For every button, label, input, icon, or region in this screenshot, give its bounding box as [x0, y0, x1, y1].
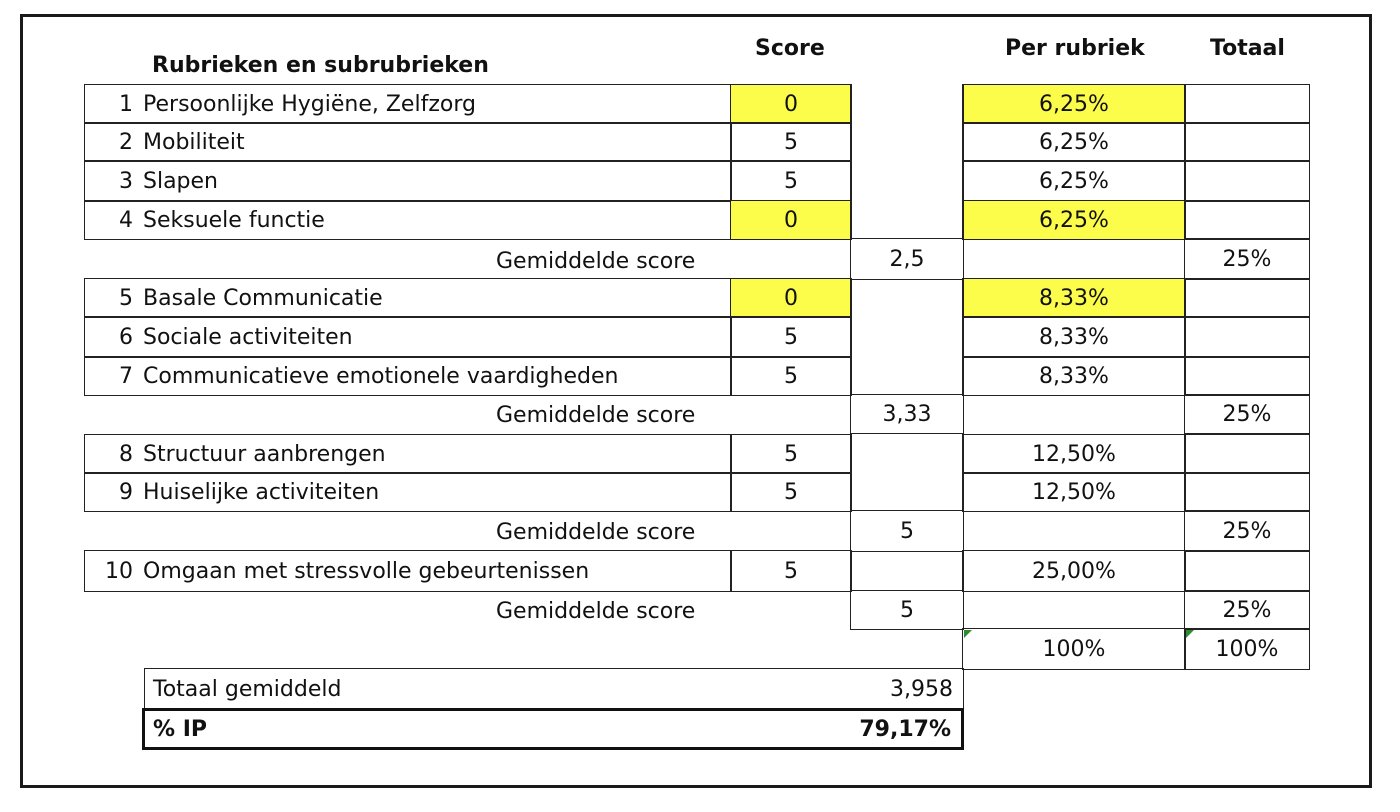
item-label: Communicatieve emotionele vaardigheden — [143, 363, 619, 389]
item-label: Persoonlijke Hygiëne, Zelfzorg — [143, 91, 476, 117]
item-row-label — [84, 316, 732, 358]
average-label: Gemiddelde score — [496, 599, 696, 624]
item-per-rubriek-cell[interactable]: 8,33% — [962, 316, 1186, 358]
item-number: 3 — [119, 168, 133, 194]
item-totaal-cell[interactable] — [1184, 278, 1310, 318]
item-per-rubriek-cell[interactable]: 25,00% — [962, 550, 1186, 592]
item-number: 8 — [119, 441, 133, 467]
score-column-divider — [850, 278, 852, 396]
item-score-cell[interactable]: 0 — [730, 200, 852, 240]
item-label: Omgaan met stressvolle gebeurtenissen — [143, 558, 590, 584]
comment-marker-icon — [1186, 630, 1194, 638]
item-label: Huiselijke activiteiten — [143, 479, 380, 505]
item-number: 6 — [119, 324, 133, 350]
item-totaal-cell[interactable] — [1184, 160, 1310, 202]
header-score: Score — [755, 36, 825, 61]
score-column-divider — [850, 84, 852, 240]
item-row-label — [84, 278, 732, 318]
totaal-gemiddeld-value: 3,958 — [890, 676, 953, 702]
average-value-cell[interactable]: 2,5 — [850, 238, 964, 280]
item-totaal-cell[interactable] — [1184, 84, 1310, 124]
item-score-cell[interactable]: 5 — [730, 356, 852, 396]
item-score-cell[interactable]: 5 — [730, 316, 852, 358]
average-label: Gemiddelde score — [496, 520, 696, 545]
item-totaal-cell[interactable] — [1184, 472, 1310, 512]
score-column-divider — [850, 550, 852, 592]
item-per-rubriek-cell[interactable]: 6,25% — [962, 84, 1186, 124]
score-column-divider — [962, 434, 964, 512]
average-total-cell[interactable]: 25% — [1184, 590, 1310, 630]
item-row-label — [84, 84, 732, 124]
item-score-cell[interactable]: 5 — [730, 160, 852, 202]
item-number: 7 — [119, 363, 133, 389]
item-totaal-cell[interactable] — [1184, 550, 1310, 592]
item-row-label — [84, 550, 732, 592]
item-per-rubriek-cell[interactable]: 8,33% — [962, 278, 1186, 318]
item-number: 5 — [119, 285, 133, 311]
item-score-cell[interactable]: 5 — [730, 122, 852, 162]
item-per-rubriek-cell[interactable]: 6,25% — [962, 160, 1186, 202]
average-total-cell[interactable]: 25% — [1184, 394, 1310, 434]
item-totaal-cell[interactable] — [1184, 434, 1310, 474]
score-column-divider — [962, 84, 964, 240]
average-label: Gemiddelde score — [496, 403, 696, 428]
item-score-cell[interactable]: 0 — [730, 84, 852, 124]
item-totaal-cell[interactable] — [1184, 122, 1310, 162]
item-label: Structuur aanbrengen — [143, 441, 386, 467]
item-label: Seksuele functie — [143, 207, 325, 233]
average-value-cell[interactable]: 3,33 — [850, 394, 964, 434]
header-totaal: Totaal — [1210, 36, 1285, 61]
totaal-gemiddeld-row — [144, 668, 964, 710]
score-column-divider — [962, 550, 964, 592]
item-row-label — [84, 434, 732, 474]
item-totaal-cell[interactable] — [1184, 316, 1310, 358]
item-score-cell[interactable]: 5 — [730, 472, 852, 512]
score-column-divider — [962, 278, 964, 396]
item-per-rubriek-cell[interactable]: 6,25% — [962, 200, 1186, 240]
item-row-label — [84, 122, 732, 162]
ip-value: 79,17% — [859, 716, 951, 742]
item-row-label — [84, 356, 732, 396]
average-total-cell[interactable]: 25% — [1184, 238, 1310, 280]
average-value-cell[interactable]: 5 — [850, 510, 964, 552]
sum-totaal-cell[interactable]: 100% — [1184, 628, 1310, 670]
item-per-rubriek-cell[interactable]: 8,33% — [962, 356, 1186, 396]
item-number: 10 — [105, 558, 133, 584]
ip-row — [142, 708, 964, 750]
header-rubrieken: Rubrieken en subrubrieken — [152, 53, 489, 78]
item-score-cell[interactable]: 0 — [730, 278, 852, 318]
item-row-label — [84, 160, 732, 202]
item-score-cell[interactable]: 5 — [730, 434, 852, 474]
item-per-rubriek-cell[interactable]: 12,50% — [962, 472, 1186, 512]
item-label: Basale Communicatie — [143, 285, 383, 311]
item-per-rubriek-cell[interactable]: 6,25% — [962, 122, 1186, 162]
header-per-rubriek: Per rubriek — [1005, 36, 1145, 61]
item-totaal-cell[interactable] — [1184, 356, 1310, 396]
item-row-label — [84, 472, 732, 512]
sum-per-rubriek-cell[interactable]: 100% — [962, 628, 1186, 670]
ip-label: % IP — [153, 716, 208, 742]
item-number: 2 — [119, 129, 133, 155]
item-number: 4 — [119, 207, 133, 233]
item-row-label — [84, 200, 732, 240]
comment-marker-icon — [964, 630, 972, 638]
item-number: 1 — [119, 91, 133, 117]
item-label: Slapen — [143, 168, 219, 194]
item-score-cell[interactable]: 5 — [730, 550, 852, 592]
item-totaal-cell[interactable] — [1184, 200, 1310, 240]
item-label: Mobiliteit — [143, 129, 245, 155]
item-per-rubriek-cell[interactable]: 12,50% — [962, 434, 1186, 474]
score-column-divider — [850, 434, 852, 512]
average-total-cell[interactable]: 25% — [1184, 510, 1310, 552]
item-label: Sociale activiteiten — [143, 324, 353, 350]
average-value-cell[interactable]: 5 — [850, 590, 964, 630]
totaal-gemiddeld-label: Totaal gemiddeld — [153, 676, 342, 702]
average-label: Gemiddelde score — [496, 249, 696, 274]
item-number: 9 — [119, 479, 133, 505]
